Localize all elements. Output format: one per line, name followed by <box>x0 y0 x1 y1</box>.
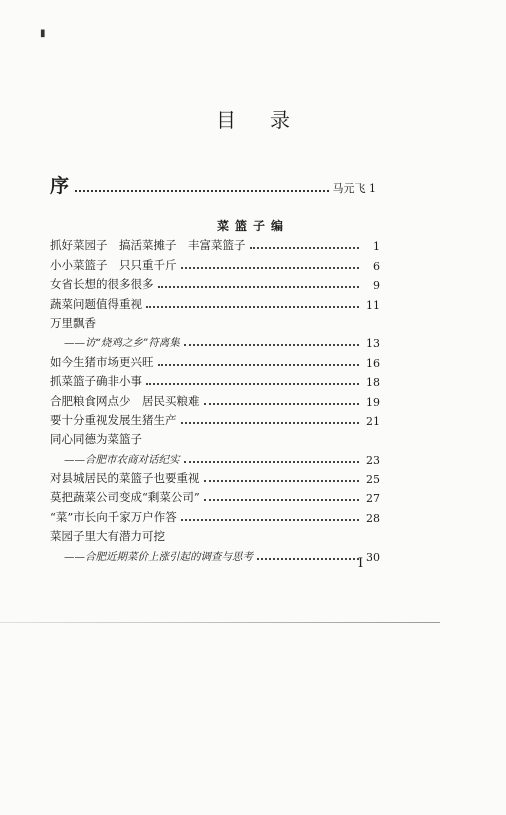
toc-entry-title: 菜园子里大有潜力可挖 <box>50 529 165 544</box>
toc-entry-title: 蔬菜问题值得重视 <box>50 296 142 311</box>
dot-leader <box>146 383 359 385</box>
toc-entry-title: 莫把蔬菜公司变成“剩菜公司” <box>50 490 200 505</box>
toc-entry-title: ——合肥近期菜价上涨引起的调查与思考 <box>64 550 253 563</box>
toc-entry-page: 6 <box>373 259 380 273</box>
dot-leader <box>158 286 360 288</box>
toc-entry-title: 抓好菜园子 搞活菜摊子 丰富菜篮子 <box>50 238 246 253</box>
toc-entry-page: 18 <box>366 376 380 390</box>
toc-entry-page: 11 <box>366 298 380 312</box>
dot-leader <box>75 190 328 192</box>
toc-entry-page: 27 <box>366 492 380 506</box>
dot-leader <box>158 364 360 366</box>
toc-entry-page: 16 <box>366 356 380 370</box>
toc-entry[interactable] <box>50 253 380 272</box>
toc-entry[interactable] <box>50 234 380 253</box>
toc-entry[interactable] <box>50 370 380 389</box>
dot-leader <box>184 344 359 346</box>
dot-leader <box>204 403 360 405</box>
toc-entry-title: 抓菜篮子确非小事 <box>50 374 142 389</box>
preface-page: 1 <box>369 182 376 195</box>
dot-leader <box>204 499 359 501</box>
toc-entry[interactable] <box>50 350 380 369</box>
dot-leader <box>181 267 360 269</box>
toc-entry[interactable] <box>50 467 380 486</box>
toc-entry-title: 要十分重视发展生猪生产 <box>50 412 177 427</box>
toc-entry-page: 19 <box>366 395 380 409</box>
toc-entry[interactable] <box>50 486 380 505</box>
toc-entry[interactable] <box>50 428 380 447</box>
toc-entry-title: 女省长想的很多很多 <box>50 277 154 292</box>
toc-entry-title: 万里飘香 <box>50 315 96 330</box>
dot-leader <box>204 480 360 482</box>
toc-entry[interactable] <box>50 525 380 544</box>
toc-entry[interactable] <box>50 505 380 524</box>
toc-entry[interactable] <box>50 447 380 466</box>
toc-entry[interactable] <box>50 331 380 350</box>
toc-entry-page: 28 <box>366 511 380 525</box>
scan-mark: ▮ <box>40 28 46 39</box>
toc-entry-page: 9 <box>373 279 380 293</box>
preface-author: 马元飞 <box>332 182 366 195</box>
toc-entry-title: “菜”市长向千家万户作答 <box>50 509 177 524</box>
toc-entry-page: 1 <box>373 240 380 254</box>
toc-entry[interactable] <box>50 389 380 408</box>
preface-author-page <box>333 180 377 196</box>
toc-entry[interactable] <box>50 292 380 311</box>
scan-artifact-line <box>0 622 440 623</box>
preface-label: 序 <box>50 175 70 197</box>
toc-entry[interactable] <box>50 544 380 563</box>
toc-entry-title: ——访“烧鸡之乡”符离集 <box>64 337 180 350</box>
toc-entry[interactable] <box>50 409 380 428</box>
toc-entry-page: 21 <box>366 414 380 428</box>
toc-entry[interactable] <box>50 273 380 292</box>
page-number: I <box>358 556 364 571</box>
toc-entry[interactable] <box>50 312 380 331</box>
dot-leader <box>181 519 359 521</box>
preface-entry[interactable] <box>50 172 376 196</box>
toc-entry-page: 25 <box>366 473 380 487</box>
page-title: 目录 <box>216 108 324 132</box>
toc-entry-title: 对县城居民的菜篮子也要重视 <box>50 471 200 486</box>
toc-entry-title: 合肥粮食网点少 居民买粮难 <box>50 393 200 408</box>
toc-entry-title: 小小菜篮子 只只重千斤 <box>50 257 177 272</box>
dot-leader <box>146 306 359 308</box>
toc-list <box>50 234 380 564</box>
toc-entry-page: 23 <box>366 453 380 467</box>
dot-leader <box>181 422 360 424</box>
toc-entry-title: 如今生猪市场更兴旺 <box>50 354 154 369</box>
toc-entry-page: 30 <box>366 550 380 564</box>
dot-leader <box>184 461 360 463</box>
toc-entry-title: ——合肥市农商对话纪实 <box>64 453 180 466</box>
toc-entry-page: 13 <box>366 337 380 351</box>
dot-leader <box>257 558 359 560</box>
section-title: 菜篮子编 <box>216 219 289 233</box>
toc-entry-title: 同心同德为菜篮子 <box>50 432 142 447</box>
dot-leader <box>250 247 360 249</box>
